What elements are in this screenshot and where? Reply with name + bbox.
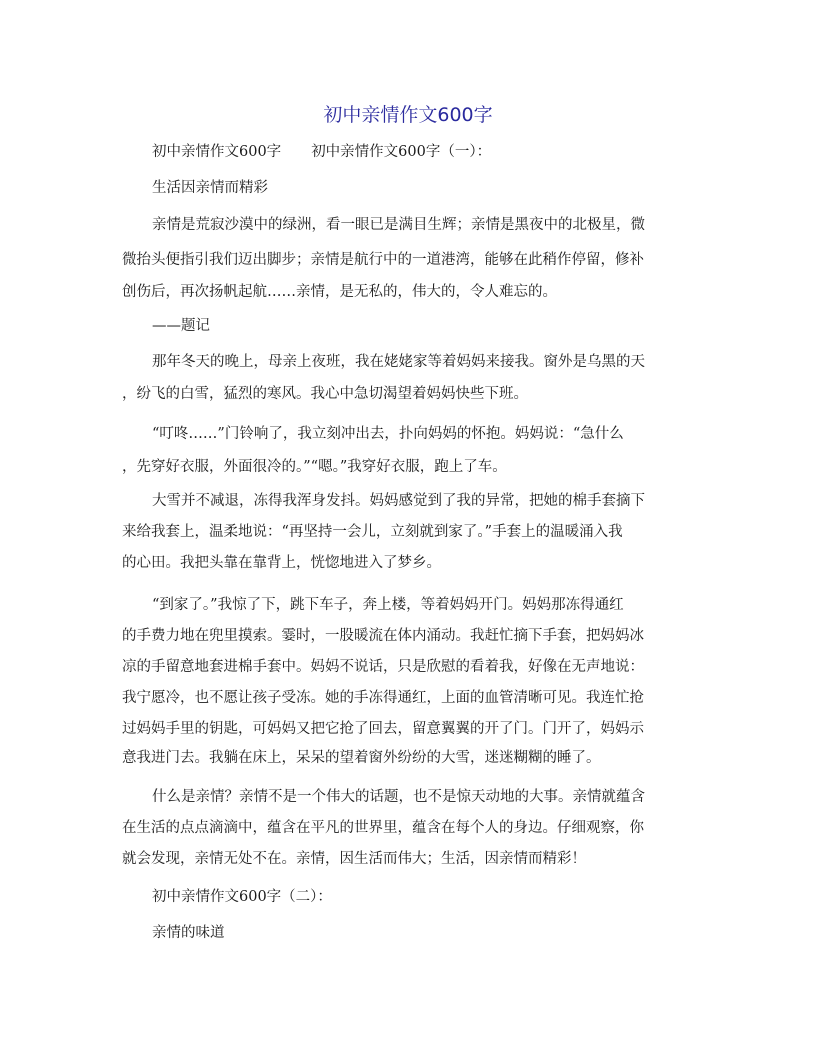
paragraph-1-line: 创伤后，再次扬帆起航……亲情，是无私的，伟大的，令人难忘的。 — [122, 284, 557, 300]
intro-label: 初中亲情作文600字 — [152, 144, 282, 160]
subtitle-1: 生活因亲情而精彩 — [152, 180, 268, 196]
paragraph-3-line: “叮咚……”门铃响了，我立刻冲出去，扑向妈妈的怀抱。妈妈说：“急什么 — [152, 426, 624, 442]
paragraph-4-line: 来给我套上，温柔地说：“再坚持一会儿，立刻就到家了。”手套上的温暖涌入我 — [122, 524, 623, 540]
paragraph-5-line: 意我进门去。我躺在床上，呆呆的望着窗外纷纷的大雪，迷迷糊糊的睡了。 — [122, 750, 601, 766]
paragraph-2-line: 那年冬天的晚上，母亲上夜班，我在姥姥家等着妈妈来接我。窗外是乌黑的天 — [152, 354, 645, 370]
paragraph-5-line: 过妈妈手里的钥匙，可妈妈又把它抢了回去，留意翼翼的开了门。门开了，妈妈示 — [122, 721, 644, 737]
section-heading-2: 初中亲情作文600字（二）： — [152, 889, 332, 905]
paragraph-6-line: 什么是亲情？亲情不是一个伟大的话题，也不是惊天动地的大事。亲情就蕴含 — [152, 789, 645, 805]
paragraph-5-line: 凉的手留意地套进棉手套中。妈妈不说话，只是欣慰的看着我，好像在无声地说： — [122, 659, 644, 675]
paragraph-6-line: 就会发现，亲情无处不在。亲情，因生活而伟大；生活，因亲情而精彩！ — [122, 851, 586, 867]
document-title: 初中亲情作文600字 — [323, 104, 493, 126]
paragraph-3-line: ，先穿好衣服，外面很冷的。”“嗯。”我穿好衣服，跑上了车。 — [122, 459, 507, 475]
intro-line — [122, 142, 700, 162]
paragraph-6-line: 在生活的点点滴滴中，蕴含在平凡的世界里，蕴含在每个人的身边。仔细观察，你 — [122, 820, 644, 836]
subtitle-2: 亲情的味道 — [152, 925, 225, 941]
paragraph-2-line: ，纷飞的白雪，猛烈的寒风。我心中急切渴望着妈妈快些下班。 — [122, 386, 528, 402]
paragraph-5-line: 的手费力地在兜里摸索。霎时，一股暖流在体内涌动。我赶忙摘下手套，把妈妈冰 — [122, 628, 644, 644]
paragraph-5-line: 我宁愿冷，也不愿让孩子受冻。她的手冻得通红，上面的血管清晰可见。我连忙抢 — [122, 690, 644, 706]
paragraph-1-line: 亲情是荒寂沙漠中的绿洲，看一眼已是满目生辉；亲情是黑夜中的北极星，微 — [152, 217, 645, 233]
paragraph-1-line: 微抬头便指引我们迈出脚步；亲情是航行中的一道港湾，能够在此稍作停留，修补 — [122, 252, 644, 268]
paragraph-4-line: 大雪并不减退，冻得我浑身发抖。妈妈感觉到了我的异常，把她的棉手套摘下 — [152, 493, 645, 509]
section-heading-1: 初中亲情作文600字（一）： — [311, 144, 492, 160]
epigraph-note: ——题记 — [152, 318, 210, 334]
paragraph-4-line: 的心田。我把头靠在靠背上，恍惚地进入了梦乡。 — [122, 555, 441, 571]
paragraph-5-line: “到家了。”我惊了下，跳下车子，奔上楼，等着妈妈开门。妈妈那冻得通红 — [152, 597, 624, 613]
